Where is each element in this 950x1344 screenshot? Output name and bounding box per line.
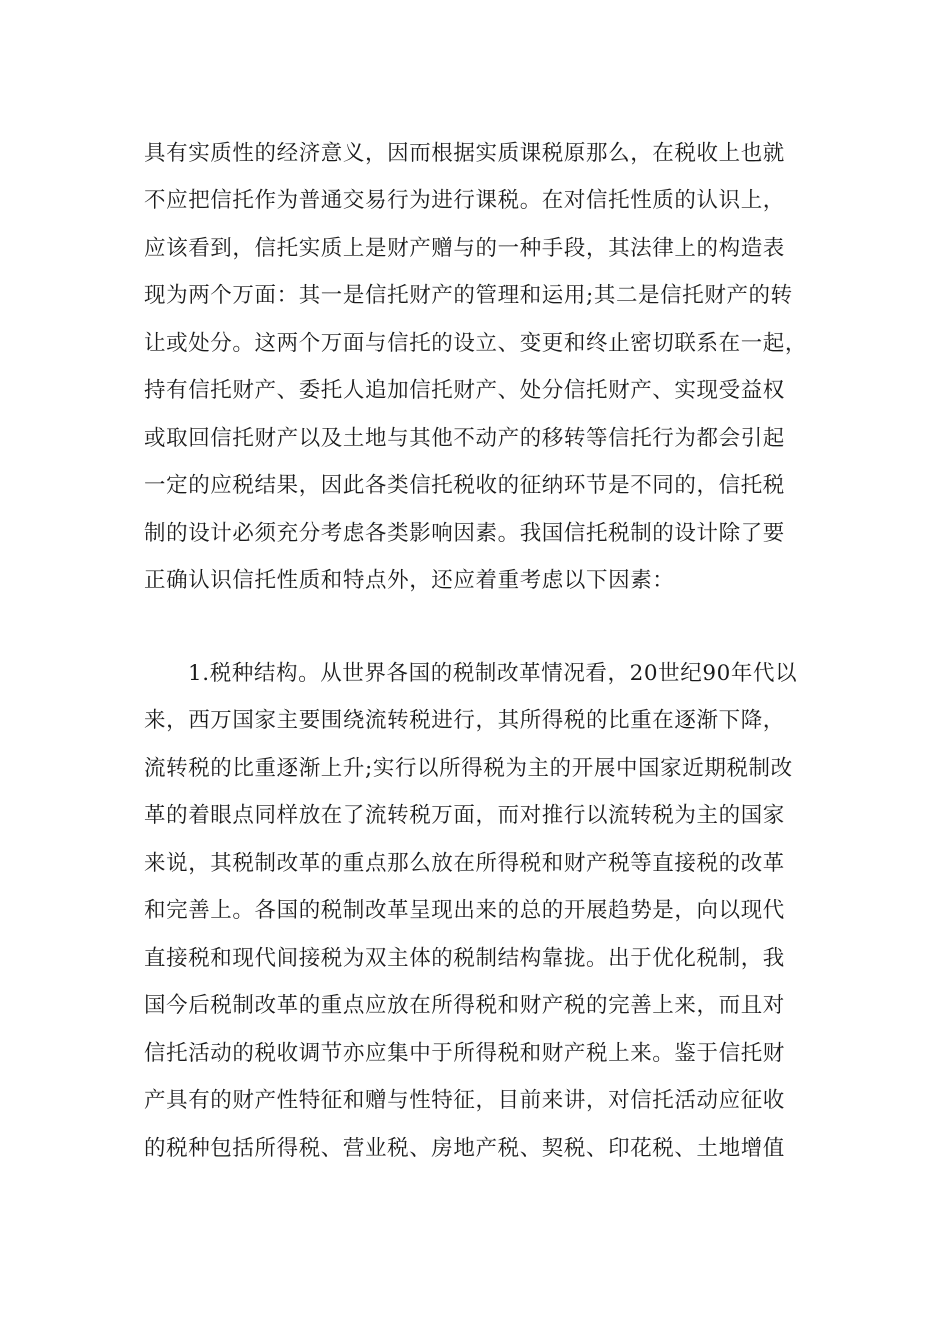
text-line: 的税种包括所得税、营业税、房地产税、契税、印花税、土地增值 bbox=[144, 1136, 785, 1161]
text-line: 不应把信托作为普通交易行为进行课税。在对信托性质的认识上， bbox=[144, 188, 785, 213]
text-line: 让或处分。这两个万面与信托的设立、变更和终止密切联系在一起， bbox=[144, 331, 808, 356]
text-line: 或取回信托财产以及土地与其他不动产的移转等信托行为都会引起 bbox=[144, 426, 785, 451]
text-line: 一定的应税结果，因此各类信托税收的征纳环节是不同的，信托税 bbox=[144, 473, 785, 498]
text-line: 应该看到，信托实质上是财产赠与的一种手段，其法律上的构造表 bbox=[144, 236, 785, 261]
text-line: 现为两个万面：其一是信托财产的管理和运用;其二是信托财产的转 bbox=[144, 283, 793, 308]
text-line: 流转税的比重逐渐上升;实行以所得税为主的开展中国家近期税制改 bbox=[144, 756, 793, 781]
text-line: 来说，其税制改革的重点那么放在所得税和财产税等直接税的改革 bbox=[144, 851, 785, 876]
text-line: 革的着眼点同样放在了流转税万面，而对推行以流转税为主的国家 bbox=[144, 803, 785, 828]
text-line: 直接税和现代间接税为双主体的税制结构靠拢。出于优化税制，我 bbox=[144, 946, 785, 971]
text-line: 正确认识信托性质和特点外，还应着重考虑以下因素： bbox=[144, 568, 675, 593]
text-line: 持有信托财产、委托人追加信托财产、处分信托财产、实现受益权 bbox=[144, 378, 785, 403]
text-line: 具有实质性的经济意义，因而根据实质课税原那么，在税收上也就 bbox=[144, 141, 785, 166]
text-line: 制的设计必须充分考虑各类影响因素。我国信托税制的设计除了要 bbox=[144, 521, 785, 546]
text-line: 和完善上。各国的税制改革呈现出来的总的开展趋势是，向以现代 bbox=[144, 898, 785, 923]
text-line: 1.税种结构。从世界各国的税制改革情况看，20世纪90年代以 bbox=[188, 661, 798, 686]
text-line: 产具有的财产性特征和赠与性特征，目前来讲，对信托活动应征收 bbox=[144, 1088, 785, 1113]
text-line: 信托活动的税收调节亦应集中于所得税和财产税上来。鉴于信托财 bbox=[144, 1041, 785, 1066]
text-line: 国今后税制改革的重点应放在所得税和财产税的完善上来，而且对 bbox=[144, 993, 785, 1018]
text-line: 来，西万国家主要围绕流转税进行，其所得税的比重在逐渐下降， bbox=[144, 708, 785, 733]
